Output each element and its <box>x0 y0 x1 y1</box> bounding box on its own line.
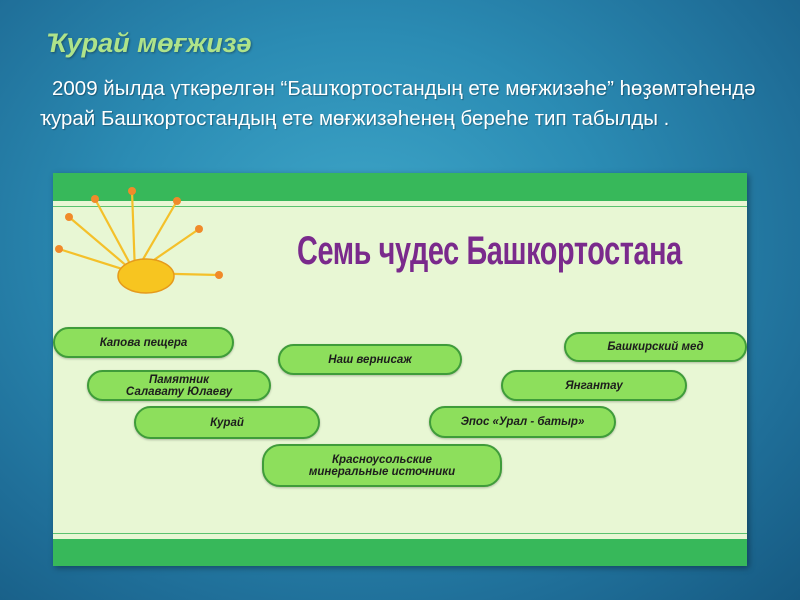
slide-body <box>40 74 760 134</box>
wonder-item-bashkir-honey: Башкирский мед <box>564 332 747 362</box>
slide-body-text: 2009 йылда үткәрелгән “Башҡортостандың ете мөғжизәhе” hөҙөмтәhендә ҡурай Башҡортостандың ете мөғжизәhенең береhе тип табылды . <box>40 77 756 130</box>
wonder-item-yangantau: Янгантау <box>501 370 687 401</box>
wonder-item-salavat-monument: Памятник Салавату Юлаеву <box>87 370 271 401</box>
wonder-item-ural-batyr: Эпос «Урал - батыр» <box>429 406 616 438</box>
wonder-item-kapova-cave: Капова пещера <box>53 327 234 358</box>
wonder-item-mineral-springs: Красноусольские минеральные источники <box>262 444 502 487</box>
panel-title: Семь чудес Башкортостана <box>297 229 682 273</box>
slide-title: Ҡурай мөғжизә <box>46 28 252 58</box>
wonder-item-kurai: Курай <box>134 406 320 439</box>
panel-bottom-stripe <box>53 539 747 566</box>
panel-bottom-line <box>53 533 747 534</box>
sun-icon <box>53 173 253 313</box>
wonder-item-nash-vernisazh: Наш вернисаж <box>278 344 462 375</box>
seven-wonders-panel <box>53 173 747 566</box>
